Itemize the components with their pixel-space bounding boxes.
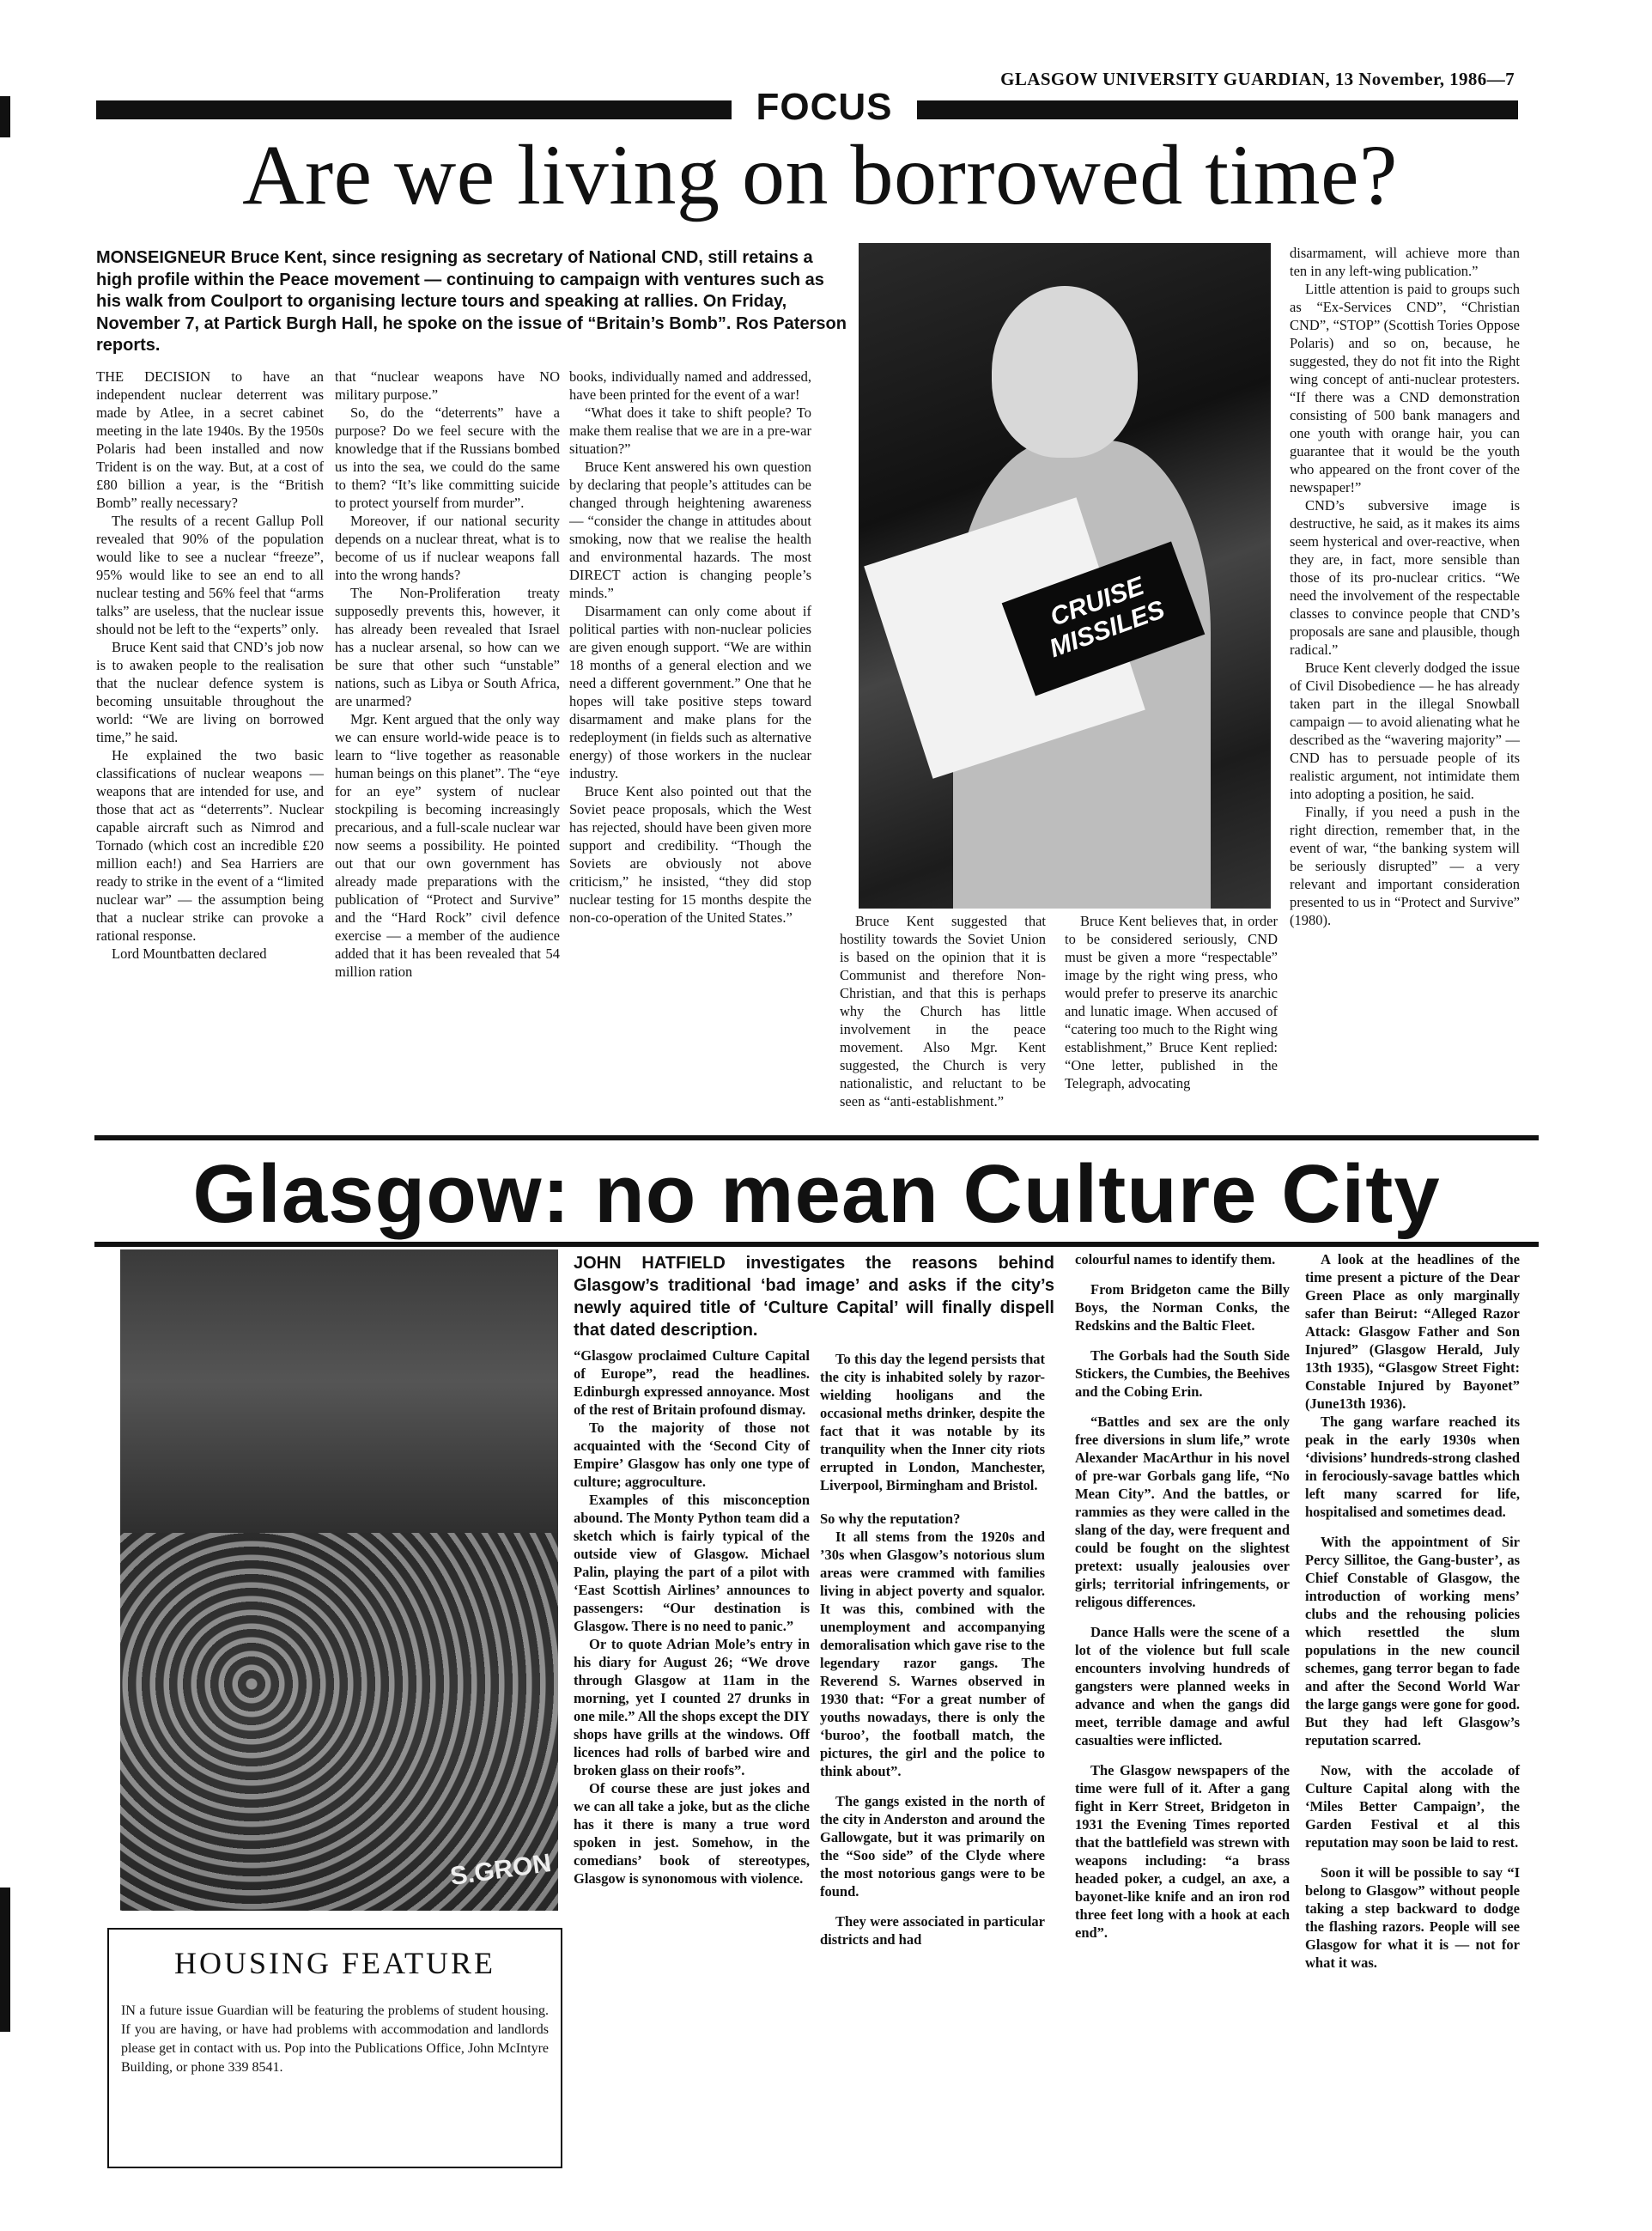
housing-feature-box	[107, 1928, 562, 2168]
paragraph: The gangs existed in the north of the city in Anderston and around the Gallowgate, but it was primarily on the “Soo side” of the Clyde where the most notorious gangs were to be found.	[820, 1793, 1045, 1900]
paragraph: They were associated in particular districts and had	[820, 1913, 1045, 1948]
paragraph: Little attention is paid to groups such as “Ex-Services CND”, “Christian CND”, “STOP” (Scottish Tories Oppose Polaris) and so on, because, he suggested, they do not fit into the Right wing concept of anti-nuclear protesters. “If there was a CND demonstration consisting of 500 bank managers and one youth with orange hair, you can guarantee that it would be the youth who appeared on the front cover of the newspaper!”	[1290, 281, 1520, 495]
paragraph: CND’s subversive image is destructive, he said, as it makes its aims seem hysterical and over-reactive, when they are, in fact, more sensible than those of its pro-nuclear critics. “We need the involvement of the respectable classes to convince people that CND’s proposals are sane and plausible, though radical.”	[1290, 497, 1520, 658]
paragraph: Bruce Kent also pointed out that the Soviet peace proposals, which the West has rejected, should have been given more support and credibility. “Though the Soviets are obviously not above criticism,” he insisted, “they did stop nuclear testing for 15 months despite the non-co-operation of the United States.”	[569, 783, 811, 926]
paragraph: Bruce Kent cleverly dodged the issue of Civil Disobedience — he has already taken part in the illegal Snowball campaign — to avoid alienating what he described as the “wavering majority” — CND has to persuade people of its realistic argument, not intimidate them into adopting a position, he said.	[1290, 660, 1520, 802]
article2-col1	[574, 1347, 810, 1888]
paragraph: Soon it will be possible to say “I belong to Glasgow” without people taking a step backward to dodge the flashing razors. People will see Glasgow for what it is — not for what it was.	[1305, 1864, 1520, 1971]
paragraph: Or to quote Adrian Mole’s entry in his diary for August 26; “We drove through Glasgow at 11am in the morning, yet I counted 27 drunks in one mile.” All the shops except the DIY shops have grills at the windows. Off licences had rolls of barbed wire and broken glass on their roofs”.	[574, 1636, 810, 1778]
housing-body: IN a future issue Guardian will be featuring the problems of student housing. If you are having, or have had problems with accommodation and landlords please get in contact with us. Pop into the Publications Office, John McIntyre Building, or phone 339 8541.	[121, 2003, 549, 2075]
glasgow-crowd-photo	[120, 1249, 558, 1911]
paragraph: Of course these are just jokes and we can all take a joke, but as the cliche has it there is many a true word spoken in jest. Somehow, in the comedians’ book of stereotypes, Glasgow is synonomous with violence.	[574, 1780, 810, 1887]
paragraph: Bruce Kent said that CND’s job now is to awaken people to the realisation that the nuclear defence system is becoming unsuitable throughout the world: “We are living on borrowed time,” he said.	[96, 639, 324, 745]
article1-under-photo-right	[1065, 912, 1278, 1092]
paragraph: So, do the “deterrents” have a purpose? Do we feel secure with the knowledge that if the Russians bombed us into the sea, we could do the same to them? “It’s like committing suicide to protect yourself from murder”.	[335, 404, 560, 511]
paragraph: that “nuclear weapons have NO military purpose.”	[335, 368, 560, 403]
paragraph: “Battles and sex are the only free diversions in slum life,” wrote Alexander MacArthur in his novel of pre-war Gorbals gang life, “No Mean City”. And the battles, or rammies as they were called in the slang of the day, were frequent and could be fought on the slightest pretext: usually jealousies over girls; territorial infringements, or religous differences.	[1075, 1413, 1290, 1610]
paragraph: Disarmament can only come about if political parties with non-nuclear policies are given enough support. “We are within 18 months of a general election and we need a different government.” One that he hopes will take positive steps toward disarmament and make plans for the redeployment (in fields such as alternative energy) of those workers in the nuclear industry.	[569, 603, 811, 781]
paragraph: “Glasgow proclaimed Culture Capital of Europe”, read the headlines. Edinburgh expressed annoyance. Most of the rest of Britain profound dismay.	[574, 1347, 810, 1418]
section-label: FOCUS	[756, 86, 893, 128]
paragraph: From Bridgeton came the Billy Boys, the Norman Conks, the Redskins and the Baltic Fleet.	[1075, 1281, 1290, 1334]
article1-under-photo-left	[840, 912, 1046, 1110]
paragraph: It all stems from the 1920s and ’30s when Glasgow’s notorious slum areas were crammed with families living in abject poverty and squalor. It was this, combined with the unemployment and accompanying demoralisation which gave rise to the legendary razor gangs. The Reverend S. Warnes observed in 1930 that: “For a great number of youths nowadays, there is only the ‘buroo’, the football match, the pictures, the girl and the police to think about”.	[820, 1529, 1045, 1779]
paragraph: Bruce Kent suggested that hostility towards the Soviet Union is based on the opinion that it is Communist and therefore Non-Christian, and that this is perhaps why the Church has little involvement in the peace movement. Also Mgr. Kent suggested, the Church is very nationalistic, and reluctant to be seen as “anti-establishment.”	[840, 913, 1046, 1109]
photo-head	[992, 286, 1138, 458]
article1-headline: Are we living on borrowed time?	[242, 127, 1398, 222]
article1-col3	[569, 368, 811, 927]
article1-col2	[335, 368, 560, 981]
paragraph: Mgr. Kent argued that the only way we can ensure world-wide peace is to learn to “live together as reasonable human beings on this planet”. The “eye for an eye” system of nuclear stockpiling is becoming increasingly precarious, and a full-scale nuclear war now seems a possibility. He pointed out that our own government has already made preparations with the publication of “Protect and Survive” and the “Hard Rock” civil defence exercise — a member of the audience added that it has been revealed that 54 million ration	[335, 711, 560, 980]
article2-col4	[1305, 1250, 1520, 1972]
article2-col3	[1075, 1250, 1290, 1942]
paragraph: He explained the two basic classifications of nuclear weapons — weapons that are intended for use, and those that act as “deterrents”. Nuclear capable aircraft such as Nimrod and Tornado (which cost an incredible £20 million each!) and Sea Harriers are ready to strike in the event of a “limited nuclear war” — the assumption being that a nuclear strike can provoke a rational response.	[96, 747, 324, 944]
paragraph: With the appointment of Sir Percy Sillitoe, the Gang-buster’, as Chief Constable of Glasgow, the introduction of working mens’ clubs and the rehousing policies which resettled the slum populations in the new council schemes, gang terror began to fade and after the Second World War the large gangs were gone for good. But they had left Glasgow’s reputation scarred.	[1305, 1534, 1520, 1748]
article2-col2	[820, 1350, 1045, 1948]
paragraph: To the majority of those not acquainted with the ‘Second City of Empire’ Glasgow has only one type of culture; aggroculture.	[574, 1419, 810, 1490]
housing-title: HOUSING FEATURE	[173, 1946, 495, 1980]
article2-headline: Glasgow: no mean Culture City	[192, 1148, 1441, 1240]
edge-mark	[0, 1888, 10, 2032]
photo-crowd	[120, 1533, 558, 1911]
focus-rule-right	[917, 100, 1518, 119]
bruce-kent-photo	[859, 243, 1271, 909]
photo-bus-label: S.GRON	[447, 1848, 553, 1892]
paragraph: disarmament, will achieve more than ten in any left-wing publication.”	[1290, 245, 1520, 279]
subheading: So why the reputation?	[820, 1511, 961, 1527]
paragraph: The gang warfare reached its peak in the early 1930s when ‘divisions’ hundreds-strong clashed in ferociously-savage battles which left many scarred for life, hospitalised and sometimes dead.	[1305, 1413, 1520, 1520]
article2-standfirst: JOHN HATFIELD investigates the reasons behind Glasgow’s traditional ‘bad image’ and asks if the city’s newly aquired title of ‘Culture Capital’ will finally dispell that dated description.	[574, 1254, 1054, 1340]
focus-rule-left	[96, 100, 732, 119]
paragraph: The results of a recent Gallup Poll revealed that 90% of the population would like to see a nuclear “freeze”, 95% would like to see an end to all nuclear testing and 56% feel that “arms talks” are useless, that the nuclear issue should not be left to the “experts” only.	[96, 513, 324, 637]
paragraph: books, individually named and addressed, have been printed for the event of a war!	[569, 368, 811, 403]
paragraph: Examples of this misconception abound. The Monty Python team did a sketch which is fairly typical of the outside view of Glasgow. Michael Palin, playing the part of a pilot with ‘East Scottish Airlines’ announces to passengers: “Our destination is Glasgow. There is no need to panic.”	[574, 1492, 810, 1634]
paragraph: “What does it take to shift people? To make them realise that we are in a pre-war situation?”	[569, 404, 811, 457]
cruise-missiles-sign: CRUISE MISSILES	[1002, 542, 1206, 696]
paragraph: To this day the legend persists that the city is inhabited solely by razor-wielding hooligans and the occasional meths drinker, despite the fact that it was notable by its tranquility when the Inner city riots errupted in London, Manchester, Liverpool, Birmingham and Bristol.	[820, 1351, 1045, 1493]
edge-mark	[0, 96, 10, 137]
article1-standfirst: MONSEIGNEUR Bruce Kent, since resigning as secretary of National CND, still retains a high profile within the Peace movement — continuing to campaign with ventures such as his walk from Coulport to organising lecture tours and speaking at rallies. On Friday, November 7, at Partick Burgh Hall, he spoke on the issue of “Britain’s Bomb”. Ros Paterson reports.	[96, 248, 847, 355]
paragraph: THE DECISION to have an independent nuclear deterrent was made by Atlee, in a secret cabinet meeting in the late 1940s. By the 1950s Polaris had been installed and now Trident is on the way. But, at a cost of £80 billion a year, is the “British Bomb” really necessary?	[96, 368, 324, 511]
paragraph: Dance Halls were the scene of a lot of the violence but full scale encounters involving hundreds of gangsters were planned weeks in advance and when the gangs did meet, terrible damage and awful casualties were inflicted.	[1075, 1624, 1290, 1748]
paragraph: Bruce Kent answered his own question by declaring that people’s attitudes can be changed through heightening awareness — “consider the change in attitudes about smoking, now that we realise the health and environmental hazards. The most DIRECT action is changing people’s minds.”	[569, 459, 811, 601]
paragraph: A look at the headlines of the time present a picture of the Dear Green Place as only marginally safer than Beirut: “Alleged Razor Attack: Glasgow Father and Son Injured” (Glasgow Herald, July 13th 1935), “Glasgow Street Fight: Constable Injured by Bayonet” (June13th 1936).	[1305, 1251, 1520, 1412]
masthead-line: GLASGOW UNIVERSITY GUARDIAN, 13 November, 1986—7	[1000, 69, 1515, 89]
headline-divider	[94, 1242, 1539, 1247]
paragraph: colourful names to identify them.	[1075, 1251, 1276, 1267]
paragraph: The Non-Proliferation treaty supposedly prevents this, however, it has already been revealed that Israel has a nuclear arsenal, so how can we be sure that other such “unstable” nations, such as Libya or South Africa, are unarmed?	[335, 585, 560, 709]
article1-col5	[1290, 244, 1520, 929]
section-divider	[94, 1135, 1539, 1140]
paragraph: The Gorbals had the South Side Stickers, the Cumbies, the Beehives and the Cobing Erin.	[1075, 1347, 1290, 1400]
paragraph: The Glasgow newspapers of the time were full of it. After a gang fight in Kerr Street, Bridgeton in 1931 the Evening Times reported that the battlefield was strewn with weapons including: “a brass headed poker, a cudgel, an axe, a bayonet-like knife and an iron rod three feet long with a hook at each end”.	[1075, 1762, 1290, 1941]
article1-col1	[96, 368, 324, 963]
paragraph: Moreover, if our national security depends on a nuclear threat, what is to become of us if nuclear weapons fall into the wrong hands?	[335, 513, 560, 583]
paragraph: Lord Mountbatten declared	[112, 945, 267, 962]
paragraph: Finally, if you need a push in the right direction, remember that, in the event of war, “the banking system will be seriously disrupted” — a very relevant and important consideration presented to us in “Protect and Survive” (1980).	[1290, 804, 1520, 928]
paragraph: Now, with the accolade of Culture Capital along with the ‘Miles Better Campaign’, the Garden Festival et al this reputation may soon be laid to rest.	[1305, 1762, 1520, 1851]
paragraph: Bruce Kent believes that, in order to be considered seriously, CND must be given a more “respectable” image by the right wing press, who would prefer to preserve its anarchic and lunatic image. When accused of “catering too much to the Right wing establishment,” Bruce Kent replied: “One letter, published in the Telegraph, advocating	[1065, 913, 1278, 1091]
